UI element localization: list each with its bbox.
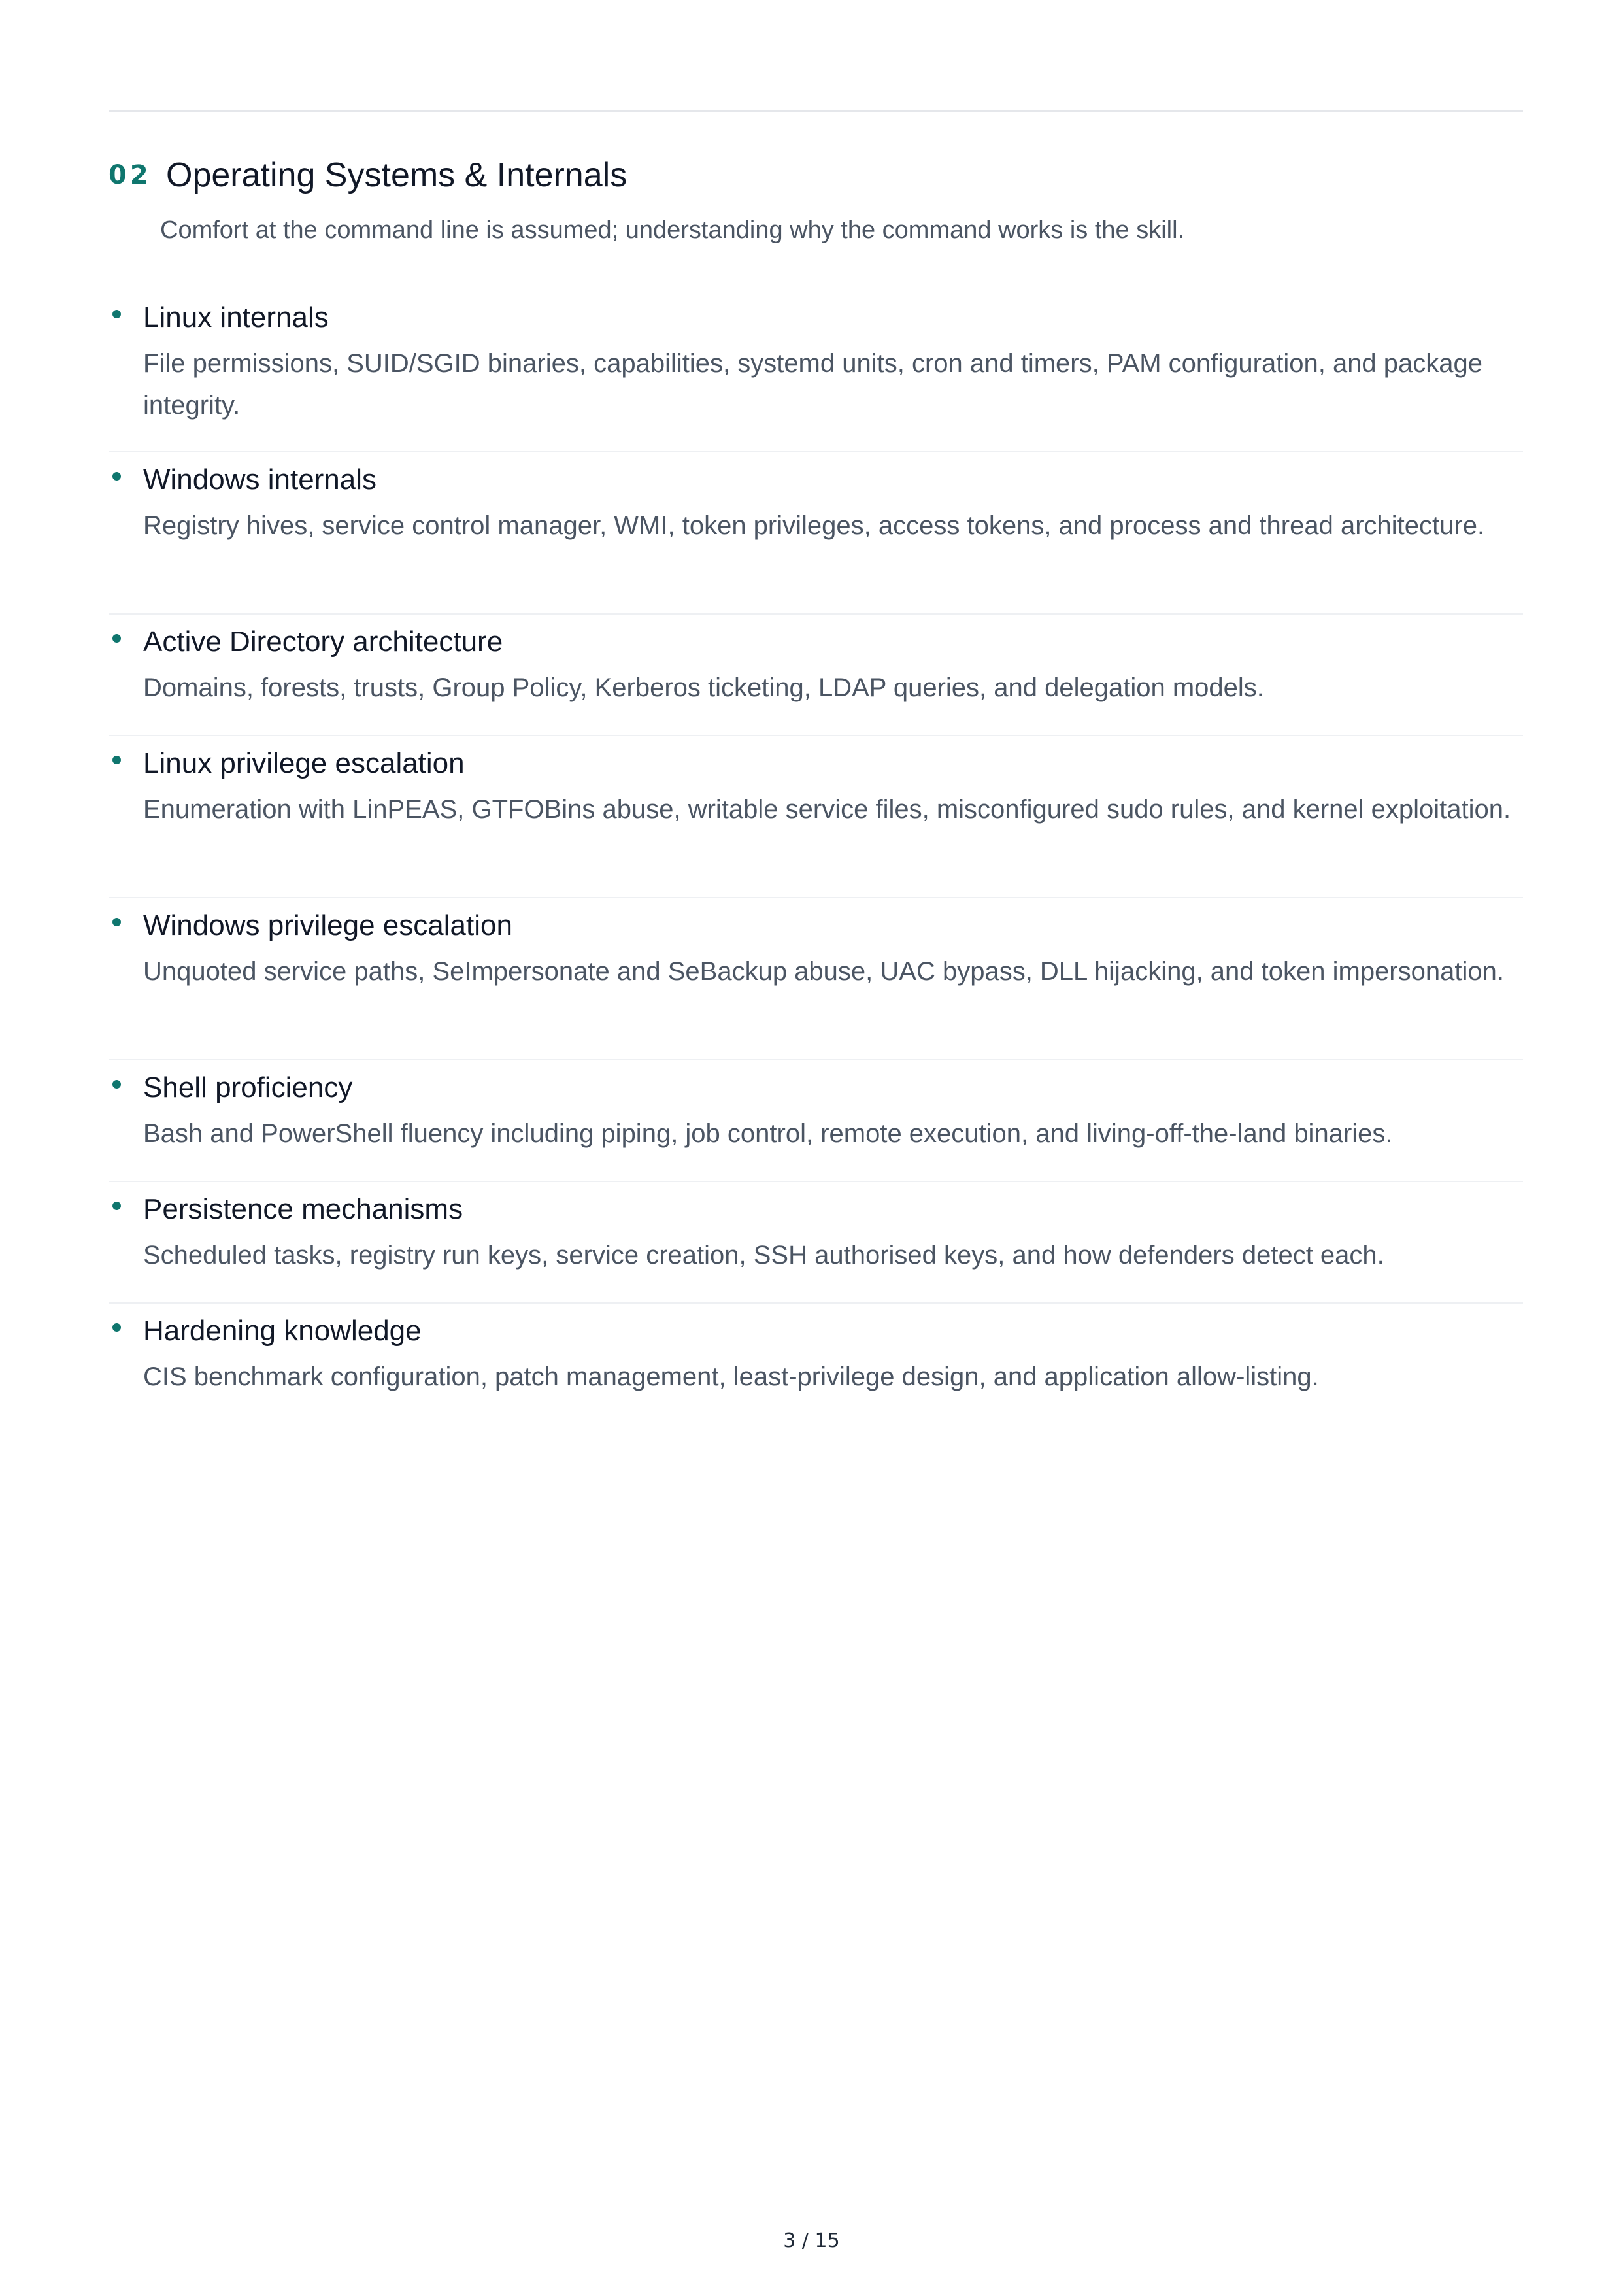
bullet-icon [112, 472, 121, 481]
item-description: Bash and PowerShell fluency including piping, job control, remote execution, and living-off-the-land binaries. [143, 1119, 1393, 1148]
list-item-persistence [109, 1182, 1523, 1304]
topic-list [109, 290, 1523, 1425]
item-description: Domains, forests, trusts, Group Policy, Kerberos ticketing, LDAP queries, and delegation models. [143, 673, 1264, 702]
item-description: Registry hives, service control manager, WMI, token privileges, access tokens, and process and thread architecture. [143, 511, 1485, 540]
list-item-shell-proficiency [109, 1060, 1523, 1182]
section-header [109, 149, 1523, 201]
section-intro: Comfort at the command line is assumed; understanding why the command works is the skill. [160, 216, 1185, 244]
list-item-linux-internals [109, 290, 1523, 452]
list-item-linux-privesc [109, 736, 1523, 898]
bullet-icon [112, 634, 121, 643]
item-title: Active Directory architecture [143, 626, 503, 658]
item-title: Hardening knowledge [143, 1315, 422, 1347]
list-item-windows-privesc [109, 898, 1523, 1060]
item-description: File permissions, SUID/SGID binaries, capabilities, systemd units, cron and timers, PAM configuration, and package integrity. [143, 349, 1483, 420]
item-description: CIS benchmark configuration, patch management, least-privilege design, and application allow-listing. [143, 1362, 1319, 1391]
item-description: Enumeration with LinPEAS, GTFOBins abuse, writable service files, misconfigured sudo rules, and kernel exploitation. [143, 795, 1511, 824]
item-title: Shell proficiency [143, 1072, 353, 1104]
bullet-icon [112, 1202, 121, 1210]
item-title: Windows internals [143, 464, 377, 496]
list-item-windows-internals [109, 452, 1523, 615]
bullet-icon [112, 1080, 121, 1089]
list-item-active-directory [109, 615, 1523, 736]
item-title: Windows privilege escalation [143, 909, 512, 941]
bullet-icon [112, 1323, 121, 1332]
item-description: Scheduled tasks, registry run keys, service creation, SSH authorised keys, and how defenders detect each. [143, 1241, 1384, 1270]
bullet-icon [112, 756, 121, 764]
top-divider [109, 110, 1523, 112]
section-number: 02 [109, 160, 152, 190]
item-title: Persistence mechanisms [143, 1193, 463, 1225]
list-item-hardening [109, 1304, 1523, 1425]
section-title: Operating Systems & Internals [166, 156, 627, 194]
bullet-icon [112, 918, 121, 926]
item-title: Linux privilege escalation [143, 747, 465, 779]
page-number: 3 / 15 [783, 2229, 840, 2252]
item-description: Unquoted service paths, SeImpersonate and SeBackup abuse, UAC bypass, DLL hijacking, and token impersonation. [143, 957, 1504, 986]
item-title: Linux internals [143, 301, 329, 333]
bullet-icon [112, 310, 121, 318]
